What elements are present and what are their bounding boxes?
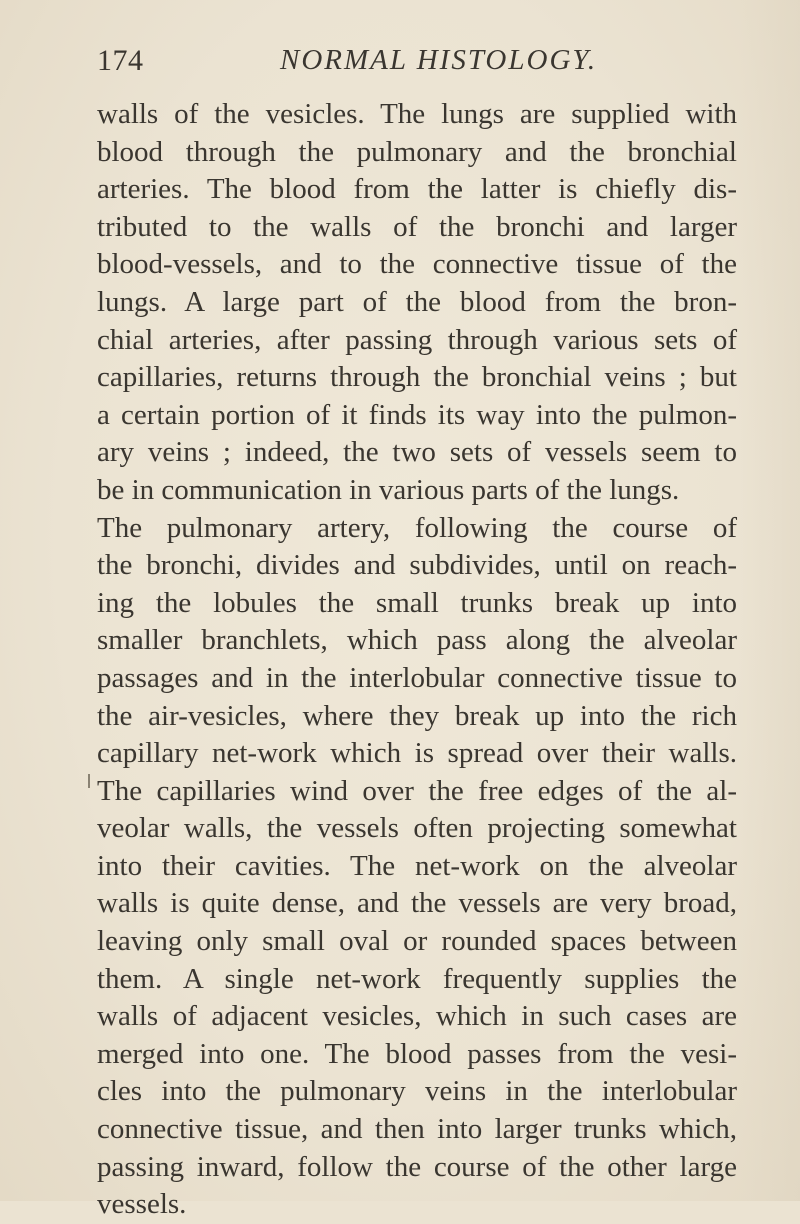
text-line: The pulmonary artery, following the course of [97, 511, 737, 544]
text-line: capillary net-work which is spread over their walls. [97, 737, 737, 770]
text-line: vessels. [97, 1188, 187, 1221]
text-line: into their cavities. The net-work on the alveolar [97, 849, 737, 882]
text-line: ary veins ; indeed, the two sets of vessels seem to [97, 436, 737, 469]
text-line: the air-vesicles, where they break up into the rich [97, 699, 737, 732]
text-line: passages and in the interlobular connective tissue to [97, 661, 737, 694]
text-line: connective tissue, and then into larger trunks which, [97, 1113, 737, 1146]
text-line: smaller branchlets, which pass along the alveolar [97, 624, 737, 657]
text-line: ing the lobules the small trunks break up into [97, 586, 737, 619]
running-head [97, 44, 737, 84]
text-line: be in communication in various parts of the lungs. [97, 473, 680, 506]
text-line: blood-vessels, and to the connective tissue of the [97, 248, 737, 281]
text-line: walls of adjacent vesicles, which in such cases are [97, 1000, 737, 1033]
text-line: blood through the pulmonary and the bronchial [97, 135, 737, 168]
text-line: them. A single net-work frequently supplies the [97, 962, 737, 995]
text-line: walls is quite dense, and the vessels are very broad, [97, 887, 737, 920]
text-line: arteries. The blood from the latter is chiefly dis- [97, 173, 737, 206]
text-line: lungs. A large part of the blood from the bron- [97, 285, 737, 318]
text-line: a certain portion of it finds its way into the pulmon- [97, 398, 737, 431]
text-line: merged into one. The blood passes from the vesi- [97, 1037, 737, 1070]
text-line: leaving only small oval or rounded spaces between [97, 925, 737, 958]
text-line: veolar walls, the vessels often projecting somewhat [97, 812, 737, 845]
page-number: 174 [97, 44, 144, 77]
text-line: passing inward, follow the course of the other large [97, 1150, 737, 1183]
page-edge-shadow [740, 0, 800, 1201]
text-line: tributed to the walls of the bronchi and larger [97, 210, 737, 243]
text-line: The capillaries wind over the free edges of the al- [97, 774, 737, 807]
text-line: the bronchi, divides and subdivides, until on reach- [97, 549, 737, 582]
body-text [97, 96, 737, 1224]
text-line: walls of the vesicles. The lungs are supplied with [97, 98, 737, 130]
margin-mark [88, 774, 90, 788]
text-line: capillaries, returns through the bronchial veins ; but [97, 361, 737, 394]
running-title: NORMAL HISTOLOGY. [280, 44, 598, 76]
text-line: cles into the pulmonary veins in the interlobular [97, 1075, 737, 1108]
text-line: chial arteries, after passing through various sets of [97, 323, 737, 356]
